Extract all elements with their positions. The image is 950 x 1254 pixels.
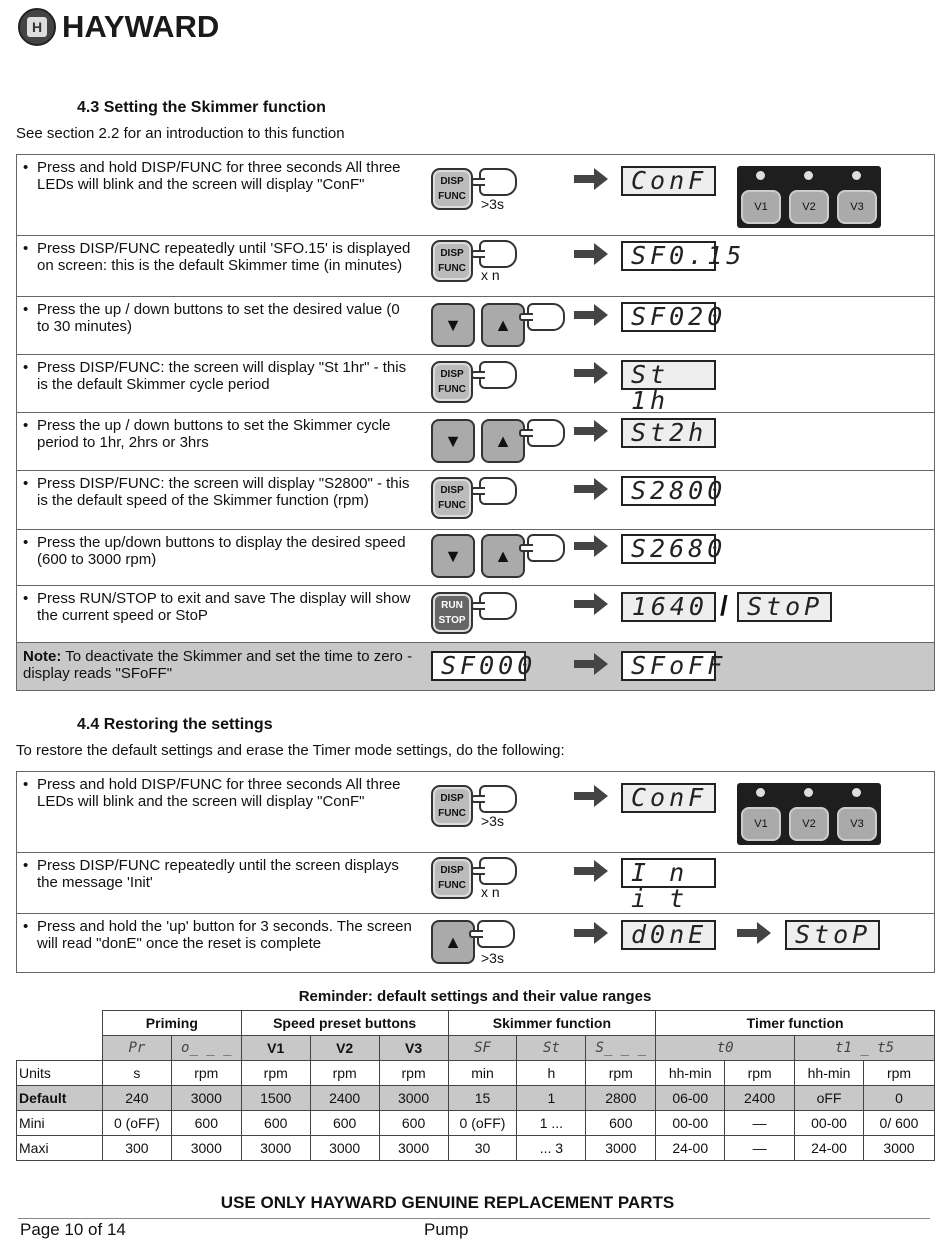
pointing-hand-icon (479, 240, 517, 268)
pointing-hand-icon (527, 303, 565, 331)
step-row: • Press DISP/FUNC repeatedly until the screen displays the message 'Init' DISP FUNC x n I n i t (17, 853, 935, 914)
table-cell: 00-00 (656, 1111, 725, 1136)
repeat-label: x n (481, 267, 500, 283)
table-cell: 240 (102, 1086, 171, 1111)
lcd-display: St 1h (621, 360, 716, 390)
empty-cell (17, 1036, 103, 1061)
row-label: Maxi (17, 1136, 103, 1161)
lcd-display: I n i t (621, 858, 716, 888)
v3-button: V3 (837, 807, 877, 841)
v2-button: V2 (789, 190, 829, 224)
lcd-display: S2800 (621, 476, 716, 506)
lcd-display: ConF (621, 783, 716, 813)
step-text: Press and hold DISP/FUNC for three seconds All three LEDs will blink and the screen will display "ConF" (37, 776, 401, 810)
hayward-logo (18, 8, 219, 46)
led-icon (852, 171, 861, 180)
pointing-hand-icon (479, 168, 517, 196)
arrow-right-icon (574, 168, 608, 190)
arrow-right-icon (574, 304, 608, 326)
table-cell: h (517, 1061, 586, 1086)
empty-cell (17, 1011, 103, 1036)
code-cell: V3 (379, 1036, 448, 1061)
disp-func-button: DISP FUNC (431, 168, 473, 210)
pointing-hand-icon (477, 920, 515, 948)
table-cell: 600 (171, 1111, 241, 1136)
led-icon (804, 171, 813, 180)
arrow-right-icon (574, 785, 608, 807)
table-cell: 24-00 (795, 1136, 864, 1161)
table-cell: 0/ 600 (864, 1111, 935, 1136)
up-button: ▲ (481, 419, 525, 463)
table-cell: 2800 (586, 1086, 656, 1111)
table-cell: 300 (102, 1136, 171, 1161)
note-text: To deactivate the Skimmer and set the time to zero - display reads "SFoFF" (23, 648, 413, 682)
table-cell: hh-min (795, 1061, 864, 1086)
table-cell: 3000 (864, 1136, 935, 1161)
up-button: ▲ (481, 534, 525, 578)
default-settings-table (16, 1010, 935, 1161)
disp-func-button: DISP FUNC (431, 240, 473, 282)
step-text: Press and hold DISP/FUNC for three seconds All three LEDs will blink and the screen will display "ConF" (37, 159, 401, 193)
lcd-display: St2h (621, 418, 716, 448)
skimmer-steps-table (16, 154, 935, 691)
lcd-display-stop: StoP (737, 592, 832, 622)
step-text: Press the up/down buttons to display the desired speed (600 to 3000 rpm) (37, 534, 406, 568)
table-cell: 600 (310, 1111, 379, 1136)
table-cell: 1 ... (517, 1111, 586, 1136)
table-cell: 1 (517, 1086, 586, 1111)
speed-button-panel (737, 166, 881, 228)
step-row: • Press the up/down buttons to display the desired speed (600 to 3000 rpm) ▼ ▲ S2680 (17, 530, 935, 586)
table-cell: 2400 (310, 1086, 379, 1111)
table-cell: min (448, 1061, 517, 1086)
table-cell: 3000 (310, 1136, 379, 1161)
restore-steps-table (16, 771, 935, 973)
table-cell: rpm (586, 1061, 656, 1086)
table-row (17, 1086, 935, 1111)
table-cell: — (725, 1136, 795, 1161)
run-stop-button: RUN STOP (431, 592, 473, 634)
lcd-display: 1640 (621, 592, 716, 622)
table-cell: 600 (586, 1111, 656, 1136)
table-row (17, 1136, 935, 1161)
disp-func-button: DISP FUNC (431, 785, 473, 827)
step-row: • Press the up / down buttons to set the desired value (0 to 30 minutes) ▼ ▲ SF020 (17, 297, 935, 355)
table-cell: 00-00 (795, 1111, 864, 1136)
table-cell: 3000 (379, 1086, 448, 1111)
step-row: • Press and hold DISP/FUNC for three seconds All three LEDs will blink and the screen will display "ConF" DISP FUNC >3s ConF V1 V2 V3 (17, 155, 935, 236)
note-row (17, 643, 935, 691)
pointing-hand-icon (527, 534, 565, 562)
table-row (17, 1111, 935, 1136)
led-icon (804, 788, 813, 797)
arrow-right-icon (574, 860, 608, 882)
table-cell: 15 (448, 1086, 517, 1111)
down-button: ▼ (431, 419, 475, 463)
table-cell: 2400 (725, 1086, 795, 1111)
arrow-right-icon (574, 243, 608, 265)
arrow-right-icon (574, 420, 608, 442)
group-header: Priming (102, 1011, 241, 1036)
table-cell: rpm (379, 1061, 448, 1086)
table-cell: 600 (379, 1111, 448, 1136)
lcd-display: d0nE (621, 920, 716, 950)
table-cell: 06-00 (656, 1086, 725, 1111)
pointing-hand-icon (527, 419, 565, 447)
section-43-intro: See section 2.2 for an introduction to this function (16, 125, 345, 142)
pointing-hand-icon (479, 361, 517, 389)
arrow-right-icon (737, 922, 771, 944)
up-button: ▲ (481, 303, 525, 347)
v3-button: V3 (837, 190, 877, 224)
lcd-display: SF020 (621, 302, 716, 332)
code-cell: St (517, 1036, 586, 1061)
arrow-right-icon (574, 653, 608, 675)
speed-button-panel (737, 783, 881, 845)
table-row (17, 1061, 935, 1086)
page-number: Page 10 of 14 (20, 1220, 126, 1239)
lcd-display: S2680 (621, 534, 716, 564)
table-cell: rpm (171, 1061, 241, 1086)
row-label: Mini (17, 1111, 103, 1136)
note-label: Note: (23, 648, 62, 665)
table-cell: rpm (241, 1061, 310, 1086)
duration-label: >3s (481, 196, 504, 212)
step-text: Press DISP/FUNC: the screen will display "St 1hr" - this is the default Skimmer cycle period (37, 359, 407, 393)
table-cell: rpm (310, 1061, 379, 1086)
step-text: Press DISP/FUNC repeatedly until the screen displays the message 'Init' (37, 857, 399, 891)
logo-text: HAYWARD (62, 9, 220, 44)
pointing-hand-icon (479, 785, 517, 813)
v2-button: V2 (789, 807, 829, 841)
lcd-display-to: SFoFF (621, 651, 716, 681)
code-cell: Pr (102, 1036, 171, 1061)
code-cell: SF (448, 1036, 517, 1061)
group-header: Skimmer function (448, 1011, 656, 1036)
step-row: • Press and hold DISP/FUNC for three seconds All three LEDs will blink and the screen will display "ConF" DISP FUNC >3s ConF V1 V2 V3 (17, 772, 935, 853)
step-row: • Press DISP/FUNC: the screen will display "S2800" - this is the default speed of the Skimmer function (rpm) DISP FUNC S2800 (17, 471, 935, 530)
up-button: ▲ (431, 920, 475, 964)
step-row: • Press DISP/FUNC: the screen will display "St 1hr" - this is the default Skimmer cycle period DISP FUNC St 1h (17, 355, 935, 413)
led-icon (756, 171, 765, 180)
code-cell: t1 _ t5 (795, 1036, 935, 1061)
step-text: Press DISP/FUNC: the screen will display "S2800" - this is the default speed of the Skimmer function (rpm) (37, 475, 410, 509)
disp-func-button: DISP FUNC (431, 477, 473, 519)
row-label: Units (17, 1061, 103, 1086)
table-cell: 30 (448, 1136, 517, 1161)
duration-label: >3s (481, 950, 504, 966)
step-row: • Press RUN/STOP to exit and save The display will show the current speed or StoP RUN STOP 1640 / StoP (17, 586, 935, 643)
document-title: Pump (424, 1220, 469, 1239)
table-cell: 3000 (171, 1086, 241, 1111)
replacement-parts-notice: USE ONLY HAYWARD GENUINE REPLACEMENT PARTS (220, 1193, 675, 1212)
step-text: Press and hold the 'up' button for 3 seconds. The screen will read "donE" once the reset is complete (37, 918, 412, 952)
down-button: ▼ (431, 303, 475, 347)
table-cell: ... 3 (517, 1136, 586, 1161)
step-row: • Press DISP/FUNC repeatedly until 'SFO.15' is displayed on screen: this is the default Skimmer time (in minutes) DISP FUNC x n SF0.15 (17, 236, 935, 297)
pointing-hand-icon (479, 592, 517, 620)
table-cell: 600 (241, 1111, 310, 1136)
lcd-display: SF0.15 (621, 241, 716, 271)
disp-func-button: DISP FUNC (431, 857, 473, 899)
arrow-right-icon (574, 478, 608, 500)
pointing-hand-icon (479, 857, 517, 885)
table-cell: s (102, 1061, 171, 1086)
arrow-right-icon (574, 593, 608, 615)
down-button: ▼ (431, 534, 475, 578)
table-cell: rpm (864, 1061, 935, 1086)
table-cell: 0 (oFF) (102, 1111, 171, 1136)
arrow-right-icon (574, 535, 608, 557)
section-44-intro: To restore the default settings and erase the Timer mode settings, do the following: (16, 742, 565, 759)
hayward-badge-icon: H (18, 8, 56, 46)
table-cell: 3000 (241, 1136, 310, 1161)
table-cell: 3000 (171, 1136, 241, 1161)
pointing-hand-icon (479, 477, 517, 505)
arrow-right-icon (574, 362, 608, 384)
lcd-display-from: SF000 (431, 651, 526, 681)
group-header: Timer function (656, 1011, 935, 1036)
section-43-title: 4.3 Setting the Skimmer function (77, 99, 326, 116)
step-row: • Press the up / down buttons to set the Skimmer cycle period to 1hr, 2hrs or 3hrs ▼ ▲ St2h (17, 413, 935, 471)
row-label: Default (17, 1086, 103, 1111)
step-text: Press the up / down buttons to set the desired value (0 to 30 minutes) (37, 301, 400, 335)
lcd-display: ConF (621, 166, 716, 196)
disp-func-button: DISP FUNC (431, 361, 473, 403)
code-cell: V1 (241, 1036, 310, 1061)
table-cell: 1500 (241, 1086, 310, 1111)
v1-button: V1 (741, 807, 781, 841)
or-separator: / (720, 590, 728, 621)
reminder-title: Reminder: default settings and their value ranges (298, 988, 652, 1005)
code-cell: S_ _ _ (586, 1036, 656, 1061)
arrow-right-icon (574, 922, 608, 944)
code-cell: o_ _ _ (171, 1036, 241, 1061)
step-text: Press DISP/FUNC repeatedly until 'SFO.15' is displayed on screen: this is the default Skimmer time (in minutes) (37, 240, 411, 274)
table-cell: 0 (oFF) (448, 1111, 517, 1136)
table-cell: oFF (795, 1086, 864, 1111)
code-cell: V2 (310, 1036, 379, 1061)
table-cell: 0 (864, 1086, 935, 1111)
section-44-title: 4.4 Restoring the settings (77, 716, 273, 733)
step-text: Press the up / down buttons to set the Skimmer cycle period to 1hr, 2hrs or 3hrs (37, 417, 391, 451)
repeat-label: x n (481, 884, 500, 900)
footer-divider (18, 1218, 930, 1219)
code-cell: t0 (656, 1036, 795, 1061)
led-icon (756, 788, 765, 797)
duration-label: >3s (481, 813, 504, 829)
group-header: Speed preset buttons (241, 1011, 448, 1036)
step-text: Press RUN/STOP to exit and save The display will show the current speed or StoP (37, 590, 411, 624)
table-cell: 3000 (379, 1136, 448, 1161)
step-row: • Press and hold the 'up' button for 3 seconds. The screen will read "donE" once the reset is complete ▲ >3s d0nE StoP (17, 914, 935, 973)
table-cell: 3000 (586, 1136, 656, 1161)
table-cell: 24-00 (656, 1136, 725, 1161)
v1-button: V1 (741, 190, 781, 224)
table-cell: rpm (725, 1061, 795, 1086)
led-icon (852, 788, 861, 797)
table-cell: — (725, 1111, 795, 1136)
lcd-display-stop: StoP (785, 920, 880, 950)
table-cell: hh-min (656, 1061, 725, 1086)
